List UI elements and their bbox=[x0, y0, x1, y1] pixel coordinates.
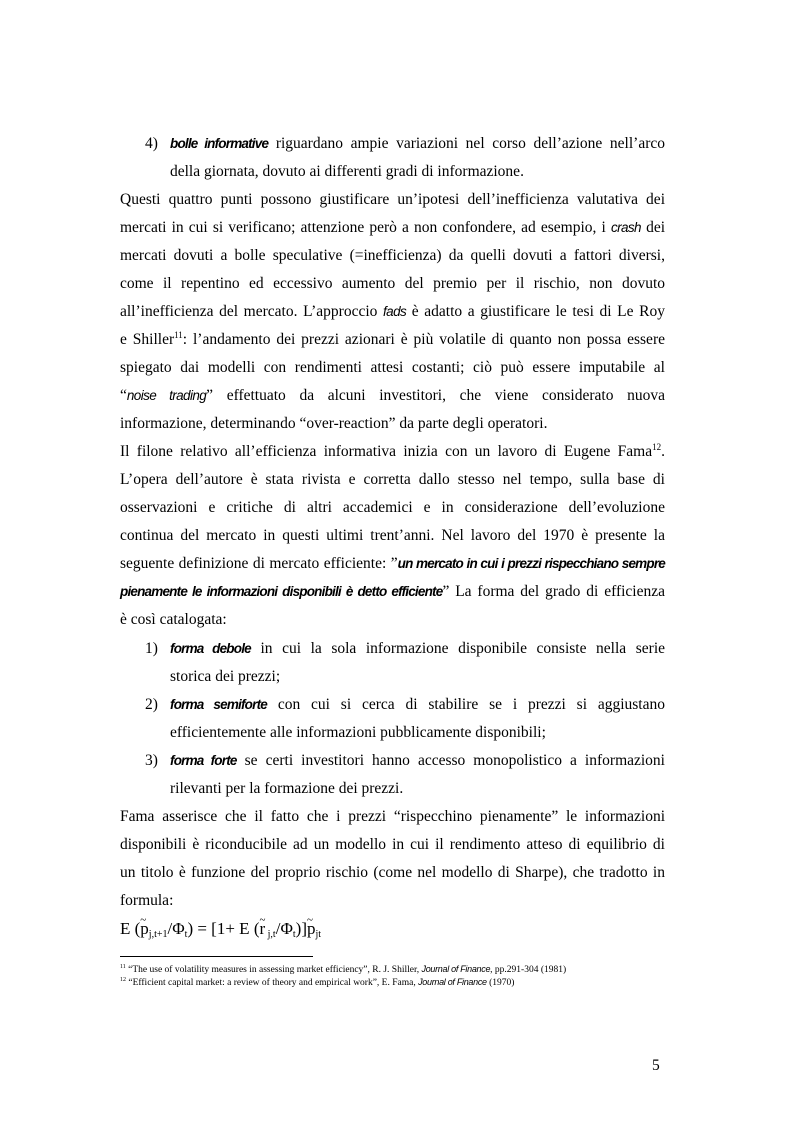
footnote-ref: 11 bbox=[174, 330, 183, 340]
formula-tilde-p bbox=[140, 918, 149, 940]
paragraph-line: L’opera dell’autore è stata rivista e corretta dallo stesso nel tempo, sulla base di bbox=[120, 471, 665, 488]
list-item-cont: efficientemente alle informazioni pubblicamente disponibili; bbox=[170, 724, 546, 741]
formula-part: ) = [1+ E ( bbox=[187, 919, 260, 938]
term: fads bbox=[383, 304, 407, 319]
text: (1970) bbox=[486, 978, 515, 988]
formula bbox=[120, 918, 321, 946]
text: . bbox=[661, 443, 665, 460]
list-item-text bbox=[170, 751, 665, 771]
definition-quote: pienamente le informazioni disponibili è detto efficiente bbox=[120, 584, 443, 599]
paragraph-line: disponibili è riconducibile ad un modello in cui il rendimento atteso di equilibrio di bbox=[120, 836, 665, 853]
formula-part: /Φ bbox=[275, 919, 293, 938]
journal-title: Journal of Finance bbox=[418, 977, 487, 987]
formula-part: /Φ bbox=[167, 919, 185, 938]
list-item-text bbox=[170, 639, 665, 659]
formula-subscript: j,t+1 bbox=[148, 929, 168, 940]
text: con cui si cerca di stabilire se i prezzi si aggiustano bbox=[266, 696, 665, 713]
text: seguente definizione di mercato efficiente: ” bbox=[120, 555, 398, 572]
list-item-cont: rilevanti per la formazione dei prezzi. bbox=[170, 780, 404, 797]
paragraph-line: mercati dovuti a bolle speculative (=inefficienza) da quelli dovuti a fattori diversi, bbox=[120, 247, 665, 264]
page-number: 5 bbox=[652, 1057, 660, 1074]
text: all’inefficienza del mercato. L’approccio bbox=[120, 303, 384, 320]
definition-quote: un mercato in cui i prezzi rispecchiano sempre bbox=[397, 556, 665, 571]
paragraph-line: spiegato dai modelli con rendimenti attesi costanti; ciò può essere imputabile al bbox=[120, 359, 665, 376]
paragraph-line: osservazioni e critiche di altri accademici e in considerazione dell’evoluzione bbox=[120, 499, 665, 516]
term: noise trading bbox=[126, 388, 207, 403]
formula-part: E ( bbox=[120, 919, 141, 938]
text: mercati in cui si verificano; attenzione però a non confondere, ad esempio, i bbox=[120, 219, 611, 236]
paragraph-line: formula: bbox=[120, 892, 174, 909]
paragraph-line bbox=[120, 582, 665, 602]
text: ” La forma del grado di efficienza bbox=[442, 583, 665, 600]
formula-symbol: r bbox=[259, 919, 266, 938]
footnote-number: 12 bbox=[120, 977, 126, 983]
text: in cui la sola informazione disponibile consiste nella serie bbox=[250, 640, 666, 657]
formula-subscript: jt bbox=[315, 929, 322, 940]
formula-subscript: t bbox=[292, 929, 296, 940]
list-item-text bbox=[170, 695, 665, 715]
paragraph-line: Questi quattro punti possono giustificare un’ipotesi dell’inefficienza valutativa dei bbox=[120, 191, 665, 208]
list-number: 2) bbox=[145, 696, 158, 713]
footnote-12 bbox=[120, 976, 514, 989]
paragraph-line: come il repentino ed eccessivo aumento del premio per il rischio, non dovuto bbox=[120, 275, 665, 292]
term: forma semiforte bbox=[170, 697, 267, 712]
paragraph-line bbox=[120, 386, 665, 406]
footnote-ref: 12 bbox=[652, 442, 662, 452]
paragraph-line: continua del mercato in questi ultimi trent’anni. Nel lavoro del 1970 è presente la bbox=[120, 527, 665, 544]
text: “Efficient capital market: a review of theory and empirical work”, E. Fama, bbox=[126, 978, 419, 988]
text: : l’andamento dei prezzi azionari è più volatile di quanto non possa essere bbox=[182, 331, 665, 348]
paragraph-line: è così catalogata: bbox=[120, 611, 227, 628]
text: “The use of volatility measures in assessing market efficiency”, R. J. Shiller, bbox=[125, 965, 422, 975]
paragraph-line bbox=[120, 554, 665, 574]
list-number: 4) bbox=[145, 135, 158, 152]
paragraph-line bbox=[120, 330, 665, 350]
term: bolle informative bbox=[170, 136, 269, 151]
text: “ bbox=[120, 387, 127, 404]
formula-symbol: p bbox=[306, 919, 316, 938]
text: e Shiller bbox=[120, 331, 175, 348]
journal-title: Journal of Finance bbox=[421, 964, 491, 974]
text: è adatto a giustificare le tesi di Le Roy bbox=[406, 303, 665, 320]
text: Il filone relativo all’efficienza informativa inizia con un lavoro di Eugene Fama bbox=[120, 443, 653, 460]
formula-symbol: p bbox=[140, 919, 149, 938]
footnote-divider bbox=[120, 956, 313, 957]
list-number: 3) bbox=[145, 752, 158, 769]
paragraph-line bbox=[120, 218, 665, 238]
term: forma debole bbox=[170, 641, 251, 656]
formula-subscript: t bbox=[184, 929, 188, 940]
list-number: 1) bbox=[145, 640, 158, 657]
paragraph-line: un titolo è funzione del proprio rischio (come nel modello di Sharpe), che tradotto in bbox=[120, 864, 665, 881]
term: crash bbox=[610, 220, 641, 235]
list-item-cont: storica dei prezzi; bbox=[170, 668, 281, 685]
formula-subscript: j,t bbox=[265, 929, 276, 940]
formula-tilde-p bbox=[307, 918, 316, 940]
footnote-number: 11 bbox=[120, 964, 126, 970]
term: forma forte bbox=[170, 753, 237, 768]
text: riguardano ampie variazioni nel corso dell’azione nell’arco bbox=[268, 135, 666, 152]
text: ” effettuato da alcuni investitori, che viene considerato nuova bbox=[206, 387, 665, 404]
paragraph-line: Fama asserisce che il fatto che i prezzi “rispecchino pienamente” le informazioni bbox=[120, 808, 665, 825]
formula-part: )] bbox=[295, 919, 307, 938]
paragraph-line bbox=[120, 442, 665, 462]
paragraph-line bbox=[120, 302, 665, 322]
list-item-text bbox=[170, 134, 665, 154]
formula-tilde-r bbox=[259, 918, 265, 940]
text: se certi investitori hanno accesso monopolistico a informazioni bbox=[236, 752, 665, 769]
paragraph-line: informazione, determinando “over-reaction” da parte degli operatori. bbox=[120, 415, 548, 432]
text: dei bbox=[640, 219, 666, 236]
footnote-11 bbox=[120, 963, 566, 976]
text: , pp.291-304 (1981) bbox=[490, 965, 567, 975]
list-item-cont: della giornata, dovuto ai differenti gradi di informazione. bbox=[170, 163, 524, 180]
